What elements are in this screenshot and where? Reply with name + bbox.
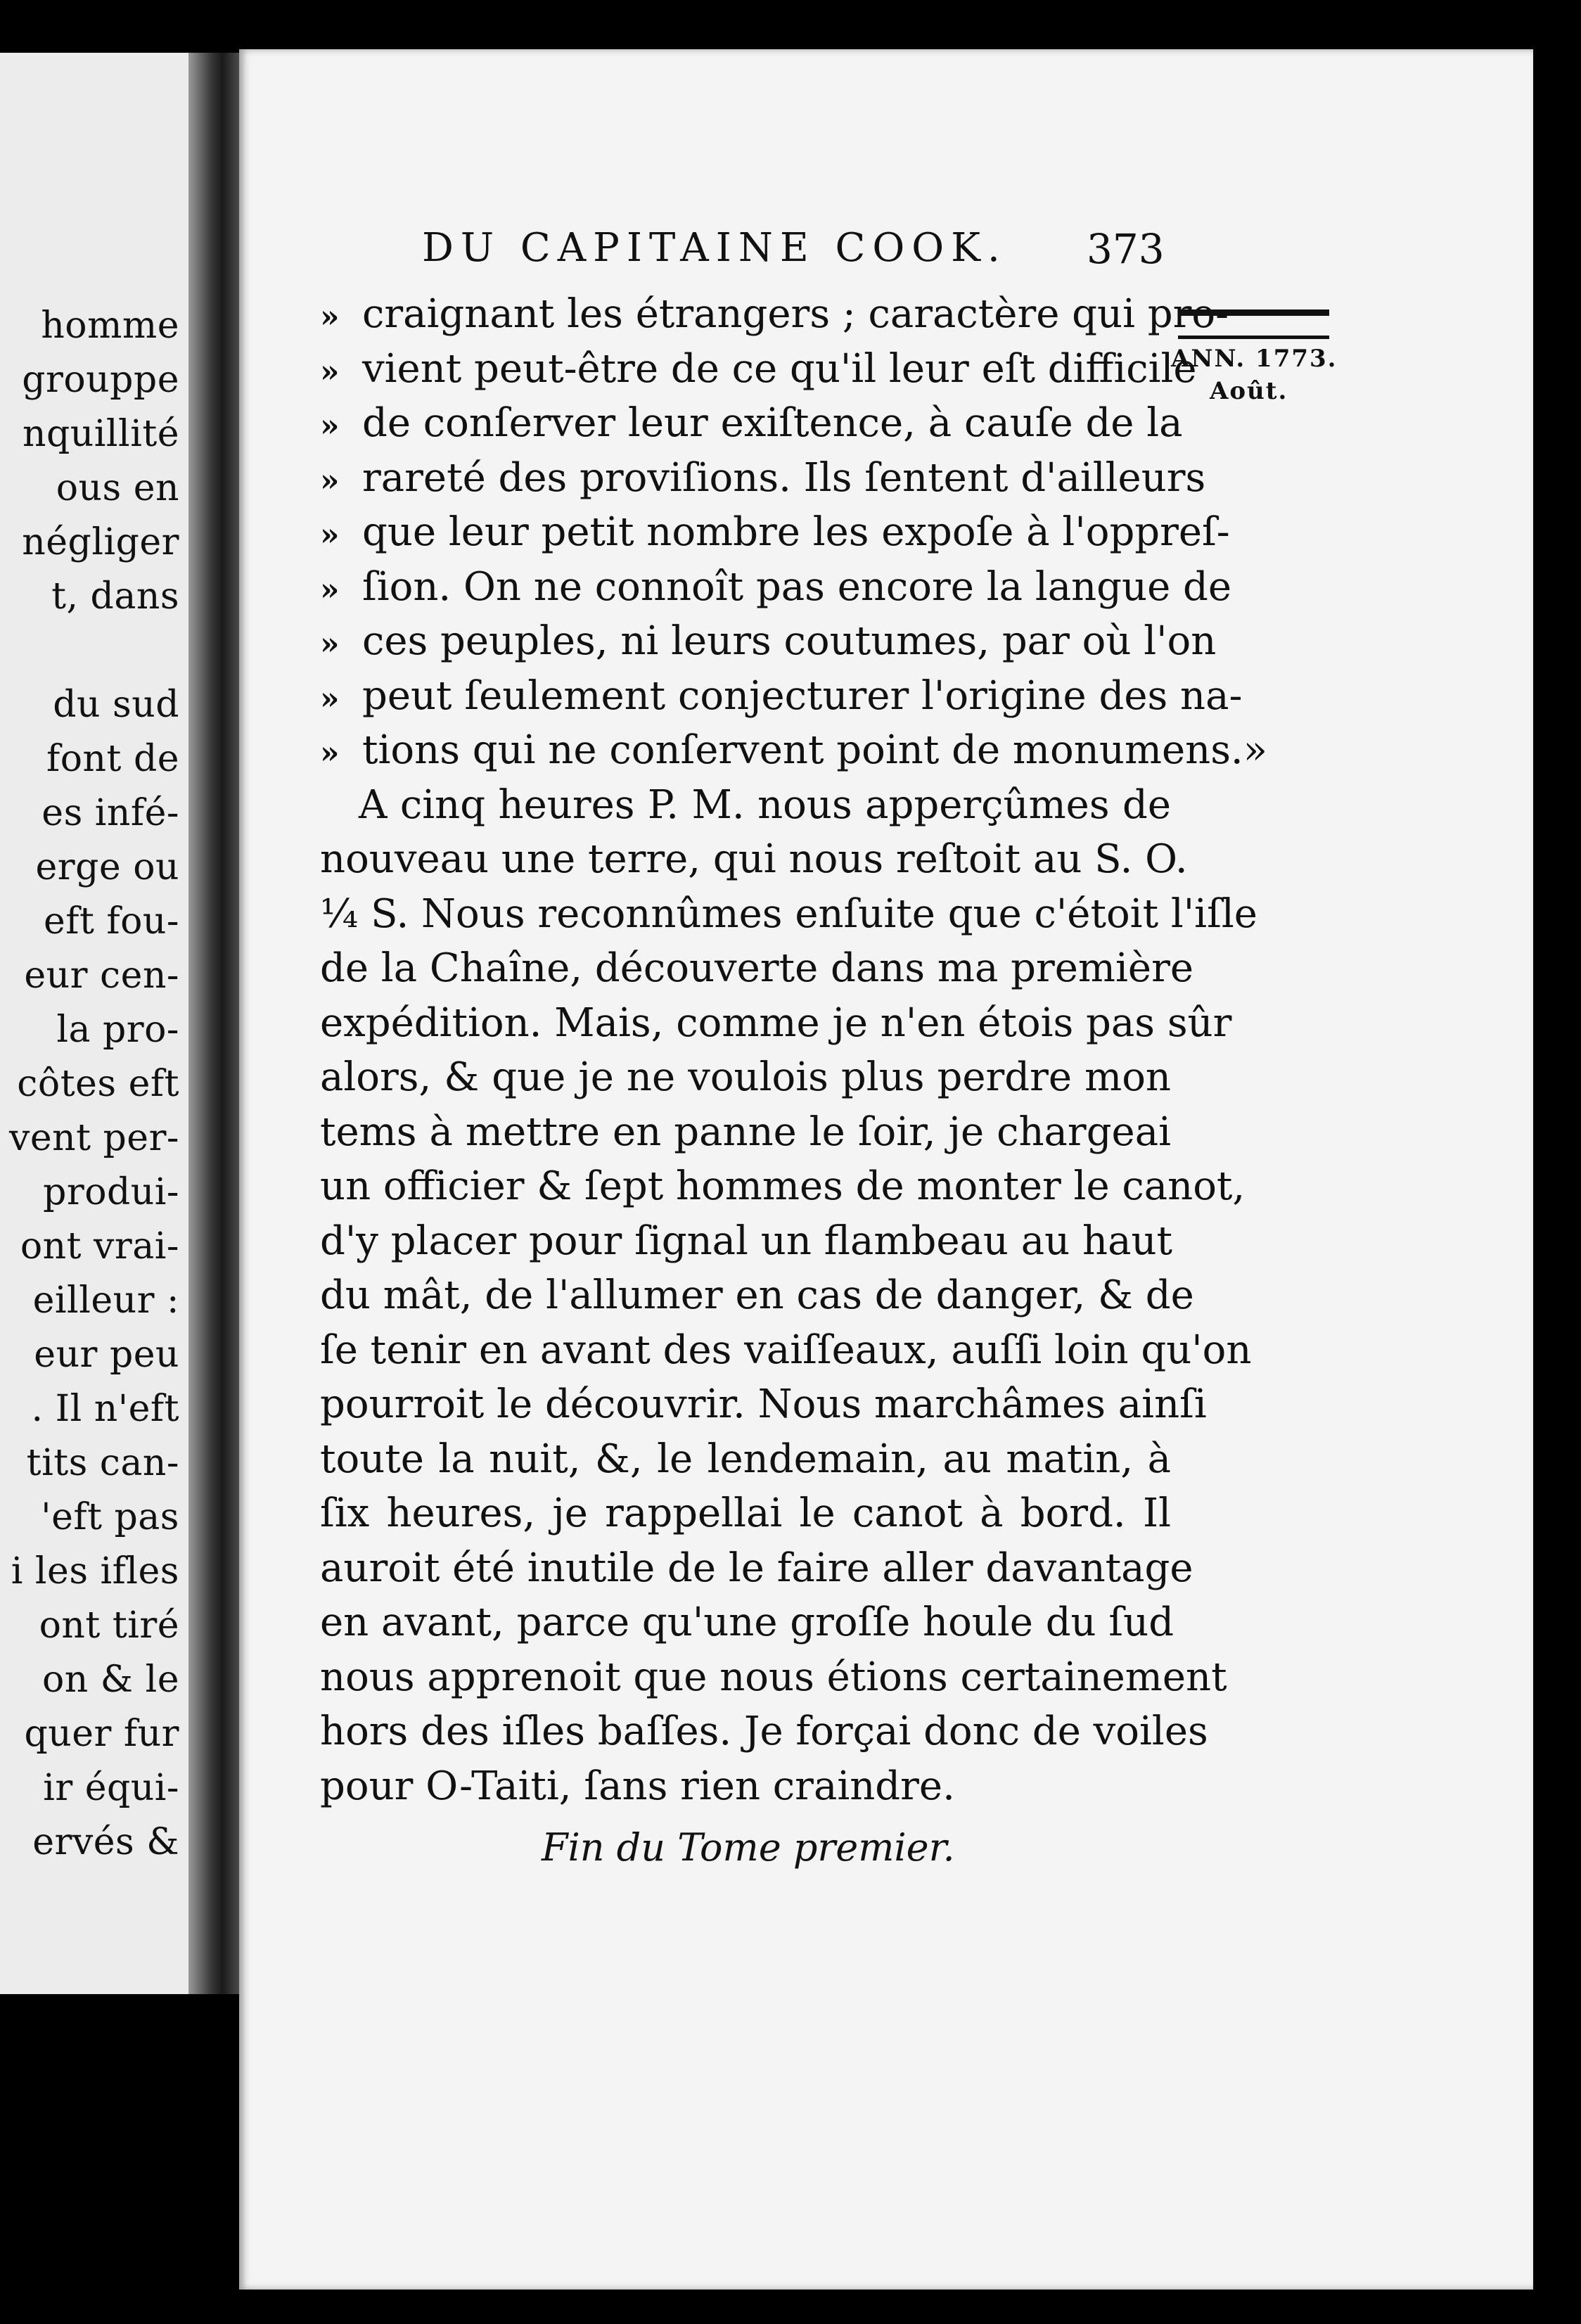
- quote-mark: »: [320, 571, 340, 608]
- closing-line: Fin du Tome premier.: [542, 1825, 955, 1870]
- left-page-line: i les ifles: [11, 1550, 179, 1592]
- paragraph-line: ſix heures, je rappellai le canot à bord. Il: [320, 1490, 1171, 1536]
- quoted-line: [320, 505, 1230, 563]
- paragraph-line: alors, & que je ne voulois plus perdre mon: [320, 1054, 1171, 1100]
- left-page-line: ous en: [56, 467, 179, 509]
- left-page-line: ervés &: [32, 1821, 179, 1863]
- left-page-line: homme: [41, 305, 179, 347]
- paragraph-line: toute la nuit, &, le lendemain, au matin, à: [320, 1436, 1171, 1482]
- left-page-line: eur cen-: [24, 954, 179, 997]
- left-page-line: on & le: [41, 1659, 179, 1701]
- paragraph-line: tems à mettre en panne le ſoir, je chargeai: [320, 1109, 1171, 1155]
- left-page-line: quer fur: [24, 1713, 179, 1755]
- line-text: rareté des proviſions. Ils ſentent d'ailleurs: [362, 454, 1206, 501]
- left-page-line: ir équi-: [43, 1767, 179, 1809]
- left-page-line: es infé-: [41, 792, 179, 834]
- quoted-line: [320, 342, 1197, 400]
- quoted-line: [320, 614, 1217, 672]
- quoted-line: [320, 560, 1232, 618]
- line-text: de conſerver leur exiſtence, à cauſe de la: [362, 400, 1183, 446]
- paragraph-line: un officier & ſept hommes de monter le canot,: [320, 1163, 1246, 1209]
- left-page-line: 'eft pas: [41, 1496, 179, 1538]
- quote-mark: »: [320, 299, 340, 335]
- quote-mark: »: [320, 408, 340, 444]
- paragraph-line: nous apprenoit que nous étions certainement: [320, 1654, 1227, 1700]
- left-facing-page: [0, 53, 211, 1994]
- left-page-line: eft fou-: [43, 900, 179, 943]
- left-page-line: produi-: [43, 1171, 179, 1213]
- paragraph-line: du mât, de l'allumer en cas de danger, & de: [320, 1272, 1194, 1318]
- line-text: ces peuples, ni leurs coutumes, par où l'on: [362, 618, 1217, 664]
- paragraph-line: auroit été inutile de le faire aller davantage: [320, 1545, 1193, 1591]
- left-page-line: eilleur :: [32, 1279, 179, 1322]
- left-page-line: du sud: [53, 684, 179, 726]
- quote-mark: »: [320, 735, 340, 771]
- left-page-line: négliger: [22, 521, 179, 563]
- paragraph-line: pourroit le découvrir. Nous marchâmes ainſi: [320, 1381, 1207, 1427]
- left-page-line: ont tiré: [39, 1604, 179, 1647]
- book-gutter: [188, 53, 245, 1994]
- line-text: que leur petit nombre les expoſe à l'oppreſ-: [362, 509, 1230, 555]
- paragraph-line: A cinq heures P. M. nous apperçûmes de: [359, 781, 1171, 828]
- left-page-line: t, dans: [51, 575, 179, 618]
- scan-border: [1533, 49, 1581, 2290]
- paragraph-line: ſe tenir en avant des vaiſſeaux, auſſi loin qu'on: [320, 1327, 1252, 1373]
- quote-mark: »: [320, 517, 340, 553]
- left-page-line: grouppe: [22, 359, 179, 401]
- left-page-line: eur peu: [34, 1334, 179, 1376]
- left-page-line: la pro-: [56, 1009, 179, 1051]
- left-page-line: nquillité: [23, 413, 179, 455]
- line-text: peut ſeulement conjecturer l'origine des na-: [362, 672, 1243, 719]
- quoted-line: [320, 451, 1206, 509]
- quoted-line: [320, 723, 1267, 781]
- left-page-line: ont vrai-: [20, 1225, 179, 1268]
- paragraph-line: ¼ S. Nous reconnûmes enſuite que c'étoit l'iſle: [320, 890, 1257, 937]
- left-page-line: font de: [46, 738, 179, 780]
- quote-mark: »: [320, 353, 340, 390]
- paragraph-line: d'y placer pour ſignal un flambeau au haut: [320, 1218, 1173, 1264]
- margin-note-year: ANN. 1773.: [1171, 345, 1338, 373]
- page-number: 373: [1087, 225, 1165, 273]
- line-text: tions qui ne conſervent point de monumens.»: [362, 727, 1267, 773]
- margin-note-month: Août.: [1210, 377, 1288, 405]
- paragraph-line: pour O-Taiti, ſans rien craindre.: [320, 1763, 955, 1809]
- left-page-line: erge ou: [35, 846, 179, 888]
- left-page-line: côtes eft: [17, 1063, 179, 1105]
- quote-mark: »: [320, 680, 340, 717]
- quote-mark: »: [320, 626, 340, 662]
- left-page-line: vent per-: [8, 1117, 179, 1159]
- paragraph-line: nouveau une terre, qui nous reſtoit au S. O.: [320, 836, 1188, 882]
- quote-mark: »: [320, 462, 340, 499]
- paragraph-line: de la Chaîne, découverte dans ma première: [320, 945, 1193, 991]
- left-page-line: . Il n'eft: [31, 1388, 179, 1430]
- line-text: vient peut-être de ce qu'il leur eſt difficile: [362, 345, 1197, 392]
- paragraph-line: en avant, parce qu'une groſſe houle du ſud: [320, 1600, 1174, 1645]
- left-page-line: tits can-: [26, 1442, 179, 1484]
- quoted-line: [320, 396, 1183, 454]
- line-text: craignant les étrangers ; caractère qui pro-: [362, 291, 1229, 337]
- paragraph-line: hors des iſles baſſes. Je forçai donc de voiles: [320, 1709, 1208, 1754]
- line-text: ſion. On ne connoît pas encore la langue de: [362, 563, 1232, 610]
- quoted-line: [320, 669, 1243, 727]
- quoted-line: [320, 287, 1229, 345]
- paragraph-line: expédition. Mais, comme je n'en étois pas sûr: [320, 1000, 1232, 1046]
- running-title: DU CAPITAINE COOK.: [422, 225, 1007, 271]
